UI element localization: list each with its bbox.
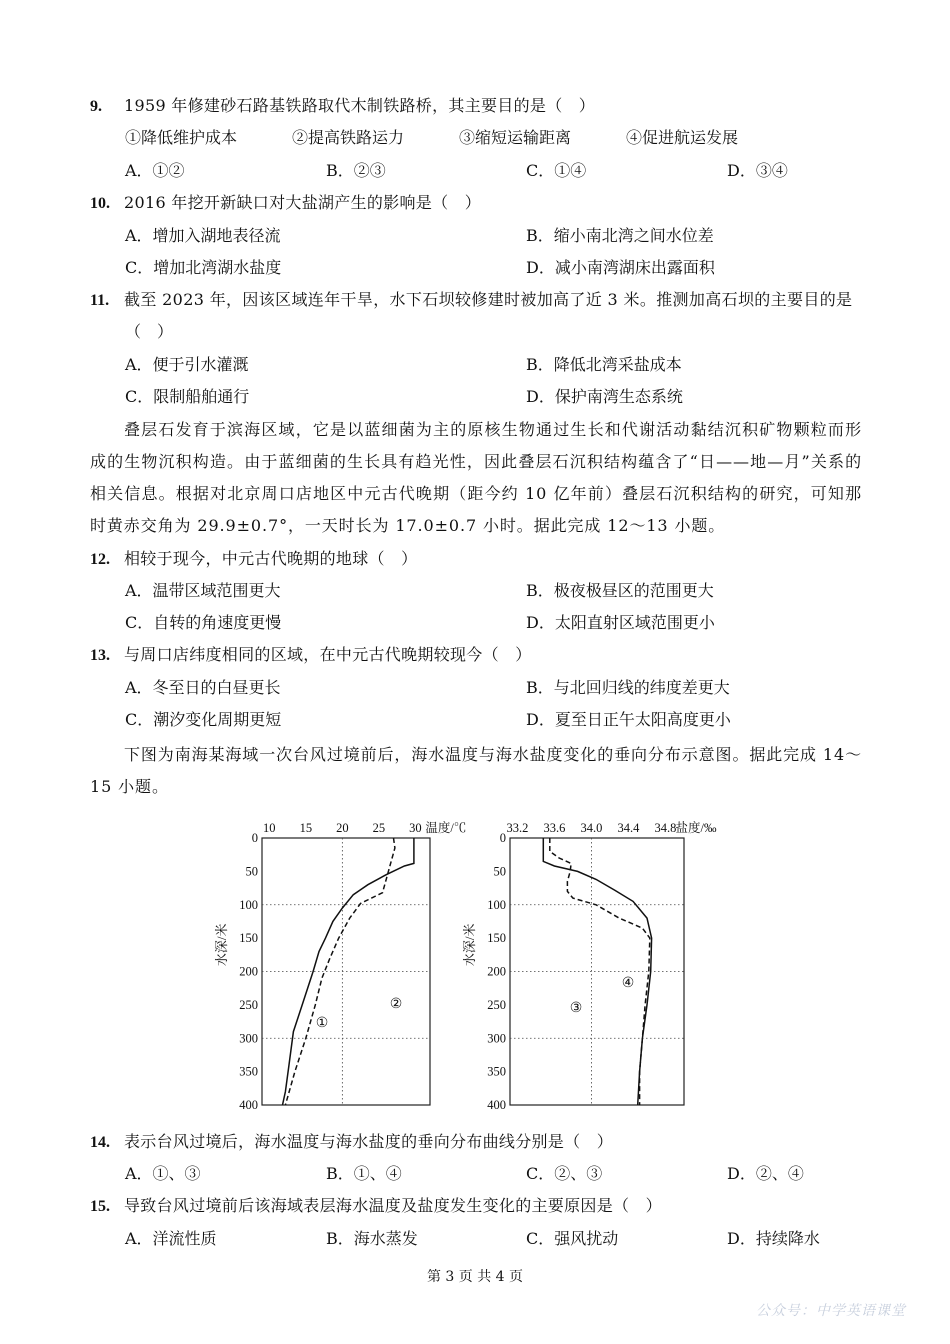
question-stem-continued: （ ） — [125, 322, 174, 341]
question-9 — [90, 94, 870, 119]
curve-label: ② — [389, 997, 403, 1012]
x-tick-label: 34.8 — [654, 821, 677, 835]
statement: ①降低维护成本 — [125, 128, 238, 147]
option-c: C．②、③ — [526, 1164, 603, 1183]
y-tick-label: 200 — [239, 964, 258, 979]
statement: ④促进航运发展 — [626, 128, 739, 147]
option-c: C．增加北湾湖水盐度 — [125, 258, 282, 277]
option-b: B．极夜极昼区的范围更大 — [526, 581, 714, 600]
y-tick-label: 300 — [487, 1031, 506, 1046]
x-tick-label: 33.2 — [506, 821, 529, 835]
question-stem: 与周口店纬度相同的区域，在中元古代晚期较现今（ ） — [124, 645, 532, 664]
y-tick-label: 50 — [493, 864, 506, 879]
option-b: B．海水蒸发 — [326, 1229, 418, 1248]
x-tick-label: 34.4 — [617, 821, 640, 835]
option-b: B．①、④ — [326, 1164, 402, 1183]
watermark: 公众号：中学英语课堂 — [756, 1303, 906, 1319]
question-stem: 相较于现今，中元古代晚期的地球（ ） — [124, 549, 418, 568]
option-b: B．②③ — [326, 161, 386, 180]
option-a: A．温带区域范围更大 — [125, 581, 281, 600]
x-tick-label: 33.6 — [543, 821, 566, 835]
y-tick-label: 150 — [239, 931, 258, 946]
question-15 — [90, 1194, 870, 1219]
question-10 — [90, 191, 870, 216]
option-c: C．潮汐变化周期更短 — [125, 710, 282, 729]
statement: ③缩短运输距离 — [459, 128, 572, 147]
y-tick-label: 400 — [487, 1098, 506, 1112]
question-stem: 截至 2023 年，因该区域连年干旱，水下石坝较修建时被加高了近 3 米。推测加高石坝的主要目的是 — [124, 290, 853, 309]
question-stem: 1959 年修建砂石路基铁路取代木制铁路桥，其主要目的是（ ） — [124, 96, 596, 115]
temperature-salinity-charts — [200, 812, 720, 1117]
question-11 — [90, 288, 870, 313]
option-d: D．太阳直射区域范围更小 — [526, 613, 715, 632]
x-tick-label: 30 — [409, 821, 422, 835]
option-d: D．保护南湾生态系统 — [526, 387, 683, 406]
statement: ②提高铁路运力 — [292, 128, 405, 147]
option-a: A．便于引水灌溉 — [125, 355, 249, 374]
x-tick-label: 10 — [263, 821, 276, 835]
curve-label: ① — [315, 1016, 329, 1031]
option-d: D．②、④ — [727, 1164, 804, 1183]
option-b: B．缩小南北湾之间水位差 — [526, 226, 714, 245]
y-tick-label: 250 — [487, 997, 506, 1012]
question-stem: 表示台风过境后，海水温度与海水盐度的垂向分布曲线分别是（ ） — [124, 1132, 614, 1151]
question-12 — [90, 547, 870, 572]
question-number: 11. — [90, 292, 110, 309]
y-tick-label: 100 — [487, 897, 506, 912]
option-a: A．增加入湖地表径流 — [125, 226, 281, 245]
curve-label: ④ — [621, 976, 635, 991]
x-tick-label: 15 — [299, 821, 313, 835]
y-axis-label: 水深/米 — [214, 923, 229, 967]
figure-intro: 下图为南海某海域一次台风过境前后，海水温度与海水盐度变化的垂向分布示意图。据此完成 14～15 小题。 — [90, 745, 862, 796]
question-14 — [90, 1130, 870, 1155]
option-a: A．冬至日的白昼更长 — [125, 678, 281, 697]
curve-label: ③ — [569, 1001, 583, 1016]
question-number: 15. — [90, 1198, 110, 1215]
question-stem: 2016 年挖开新缺口对大盐湖产生的影响是（ ） — [124, 193, 482, 212]
question-number: 14. — [90, 1134, 110, 1151]
x-axis-label: 温度/℃ — [425, 821, 467, 835]
x-tick-label: 34.0 — [580, 821, 603, 835]
y-tick-label: 100 — [239, 897, 258, 912]
option-a: A．①、③ — [125, 1164, 201, 1183]
option-d: D．③④ — [727, 161, 788, 180]
y-axis-label: 水深/米 — [462, 923, 477, 967]
y-tick-label: 0 — [251, 831, 258, 845]
question-13 — [90, 643, 870, 668]
y-tick-label: 350 — [239, 1064, 258, 1079]
page-footer: 第 3 页 共 4 页 — [426, 1269, 524, 1285]
option-c: C．①④ — [526, 161, 587, 180]
reading-passage: 叠层石发育于滨海区域，它是以蓝细菌为主的原核生物通过生长和代谢活动黏结沉积矿物颗粒而形成的生物沉积构造。由于蓝细菌的生长具有趋光性，因此叠层石沉积结构蕴含了“日——地—月”关系的相关信息。根据对北京周口店地区中元古代晚期（距今约 10 亿年前）叠层石沉积结构的研究，可知那时黄赤交角为 29.9±0.7°，一天时长为 17.0±0.7 小时。据此完成 12～13 小题。 — [90, 420, 862, 535]
option-a: A．洋流性质 — [125, 1229, 217, 1248]
option-b: B．降低北湾采盐成本 — [526, 355, 682, 374]
y-tick-label: 0 — [499, 831, 506, 845]
question-stem: 导致台风过境前后该海域表层海水温度及盐度发生变化的主要原因是（ ） — [124, 1196, 662, 1215]
question-number: 13. — [90, 647, 110, 664]
option-d: D．减小南湾湖床出露面积 — [526, 258, 715, 277]
x-axis-label: 盐度/‰ — [675, 821, 717, 835]
question-number: 12. — [90, 551, 110, 568]
option-d: D．持续降水 — [727, 1229, 820, 1248]
y-tick-label: 350 — [487, 1064, 506, 1079]
x-tick-label: 25 — [372, 821, 386, 835]
option-a: A．①② — [125, 161, 185, 180]
option-c: C．强风扰动 — [526, 1229, 619, 1248]
y-tick-label: 250 — [239, 997, 258, 1012]
option-c: C．限制船舶通行 — [125, 387, 250, 406]
question-number: 10. — [90, 195, 110, 212]
x-tick-label: 20 — [336, 821, 349, 835]
plot-frame — [510, 838, 684, 1105]
y-tick-label: 50 — [245, 864, 258, 879]
option-c: C．自转的角速度更慢 — [125, 613, 282, 632]
y-tick-label: 150 — [487, 931, 506, 946]
y-tick-label: 400 — [239, 1098, 258, 1112]
option-b: B．与北回归线的纬度差更大 — [526, 678, 730, 697]
y-tick-label: 200 — [487, 964, 506, 979]
option-d: D．夏至日正午太阳高度更小 — [526, 710, 731, 729]
y-tick-label: 300 — [239, 1031, 258, 1046]
question-number: 9. — [90, 98, 102, 115]
